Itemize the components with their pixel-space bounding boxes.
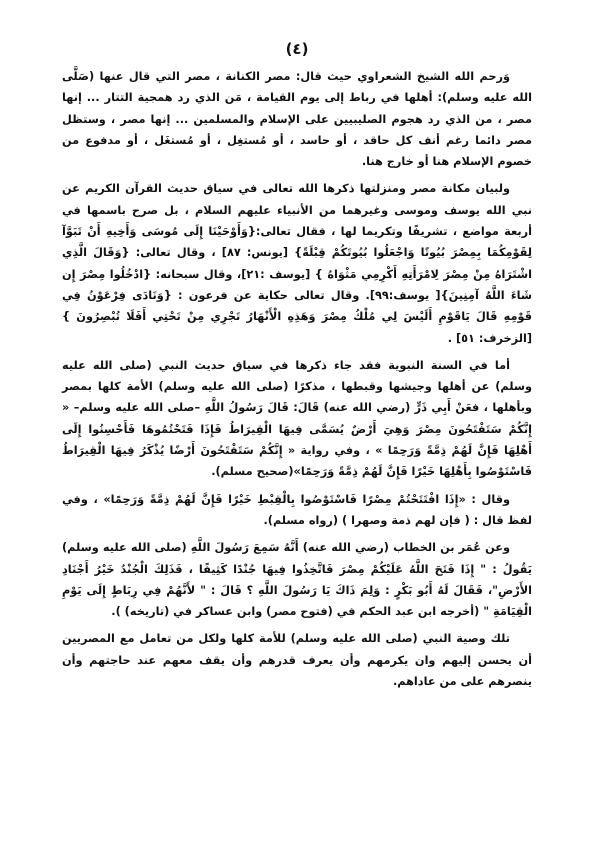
paragraph: وَرحم الله الشيخ الشعراوي حيث قال: مصر الكنانة ، مصر التي قال عنها (صَلَّى الله عليه وسلم): أهلها في رباط إلى يوم القيامة ، مَن الذي رد همجية التتار ... إنها مصر ، من الذي رد هجوم الصليبيين على الإسلام والمسلمين ... إنها مصر ، وستظل مصر دائما رغم أنف كل حاقد ، أو حاسد ، أو مُستغِل ، أو مُستغَل ، أو مدفوع من خصوم الإسلام هنا أو خارج هنا. [62,70,532,169]
paragraph: وقال : «إِذَا افْتَتَحْتُمْ مِصْرًا فَاسْتَوْصُوا بِالْقِبْطِ خَيْرًا فَإِنَّ لَهُمْ ذِمَّةً وَرَحِمًا» ، وفي لفظ قال : ( فإن لهم ذمة وصهرا ) (رواه مسلم). [62,492,532,527]
body-text [62,66,532,698]
paragraph: تلك وصية النبي (صلى الله عليه وسلم) للأمة كلها ولكل من تعامل مع المصريين أن يحسن إليهم وان يكرمهم وأن يعرف قدرهم وأن يقف معهم عند حاجتهم وأن ينصرهم على من عاداهم. [62,632,532,689]
document-page [62,0,532,843]
page-number: (٤) [285,40,309,58]
paragraph: وعن عُمَر بن الخطاب (رضي الله عنه) أَنَّهُ سَمِعَ رَسُولَ اللَّهِ (صلى الله عليه وسلم) يَقُولُ : " إِذَا فَتَحَ اللَّهُ عَلَيْكُمْ مِصْرَ فَاتَّخِذُوا فِيهَا جُنْدًا كَثِيفًا ، فَذَلِكَ الْجُنْدُ خَيْرُ أَجْنَادِ الأَرْضِ"، فَقَالَ لَهُ أَبُو بَكْرٍ : وَلِمَ ذَاكَ يَا رَسُولَ اللَّهِ ؟ قَالَ : " لأَنَّهُمْ فِي رِبَاطٍ إِلَى يَوْمِ الْقِيَامَةِ " (أخرجه ابن عبد الحكم في (فتوح مصر) وابن عساكر في (تاريخه) ). [62,541,532,619]
paragraph: أما في السنة النبوية فقد جاء ذكرها في سياق حديث النبي (صلى الله عليه وسلم) عن أهلها وجيشها وقبطها ، مذكرًا (صلى الله عليه وسلم) الأمة كلها بمصر وبأهلها ، فعَنْ أَبِي ذَرٍّ (رضي الله عنه) قَالَ: قَالَ رَسُولُ اللَّهِ –صلى الله عليه وسلم– « إِنَّكُمْ سَتَفْتَحُونَ مِصْرَ وَهِيَ أَرْضٌ يُسَمَّى فِيهَا الْقِيرَاطُ فَإِذَا فَتَحْتُمُوهَا فَأَحْسِنُوا إِلَى أَهْلِهَا فَإِنَّ لَهُمْ ذِمَّةً وَرَحِمًا » ، وفي رواية « إِنَّكُمْ سَتَفْتَحُونَ أَرْضًا يُذْكَرُ فِيهَا الْقِيرَاطُ فَاسْتَوْصُوا بِأَهْلِهَا خَيْرًا فَإِنَّ لَهُمْ ذِمَّةً وَرَحِمًا»(صحيح مسلم). [62,358,532,479]
paragraph: ولبيان مكانة مصر ومنزلتها ذكرها الله تعالى في سياق حديث القرآن الكريم عن نبي الله يوسف وموسى وغيرهما من الأنبياء عليهم السلام ، بل صرح باسمها في أربعة مواضع ، تشريفًا وتكريما لها ، فقال تعالى:{وَأَوْحَيْنَا إِلَى مُوسَى وَأَخِيهِ أَنْ تَبَوَّآ لِقَوْمِكُمَا بِمِصْرَ بُيُوتًا وَاجْعَلُوا بُيُوتَكُمْ قِبْلَةً} [يونس: ٨٧] ، وقال تعالى: {وَقَالَ الَّذِي اشْتَرَاهُ مِنْ مِصْرَ لِامْرَأَتِهِ أَكْرِمِي مَثْوَاهُ } [يوسف :٢١]، وقال سبحانه: {ادْخُلُوا مِصْرَ إِن شَاءَ اللَّهُ آمِنِينَ}[ يوسف:٩٩]. وقال تعالى حكاية عن فرعون : {وَنَادَى فِرْعَوْنُ فِي قَوْمِهِ قَالَ يَاقَوْمِ أَلَيْسَ لِي مُلْكُ مِصْرَ وَهَذِهِ الْأَنْهَارُ تَجْرِي مِنْ تَحْتِي أَفَلَا تُبْصِرُونَ } [الزخرف: ٥١] . [62,182,532,345]
